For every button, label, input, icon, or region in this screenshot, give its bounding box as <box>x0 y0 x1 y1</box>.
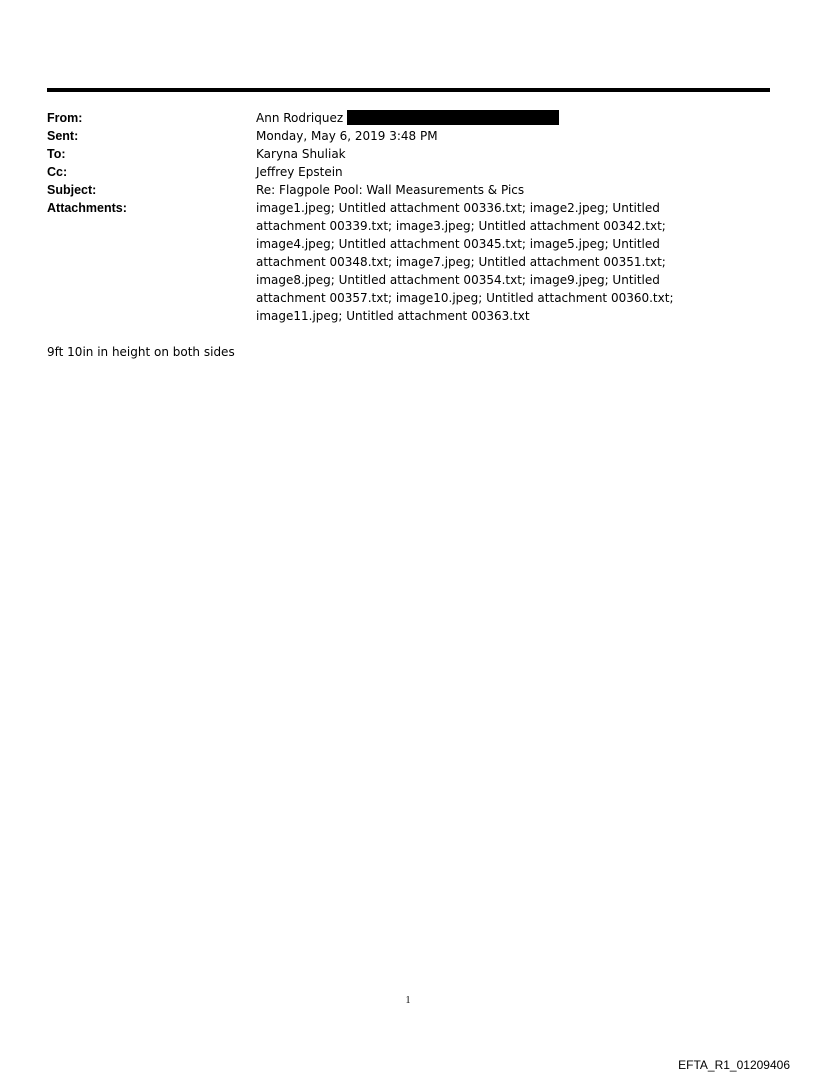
cc-value: Jeffrey Epstein <box>256 165 343 179</box>
sent-row <box>47 127 770 145</box>
email-header <box>47 109 770 325</box>
sent-label: Sent: <box>47 129 79 143</box>
cc-row <box>47 163 770 181</box>
document-id: EFTA_R1_01209406 <box>678 1058 790 1072</box>
redaction-bar <box>347 110 559 125</box>
sent-value: Monday, May 6, 2019 3:48 PM <box>256 129 438 143</box>
cc-label: Cc: <box>47 165 68 179</box>
subject-value: Re: Flagpole Pool: Wall Measurements & Pics <box>256 183 525 197</box>
to-label: To: <box>47 147 66 161</box>
attachments-label: Attachments: <box>47 201 127 215</box>
message-body: 9ft 10in in height on both sides <box>47 345 235 359</box>
subject-row <box>47 181 770 199</box>
attachments-value: image1.jpeg; Untitled attachment 00336.txt; image2.jpeg; Untitled attachment 00339.txt; image3.jpeg; Untitled attachment 00342.txt; image4.jpeg; Untitled attachment 00345.txt; image5.jpeg; Untitled attachment 00348.txt; image7.jpeg; Untitled attachment 00351.txt; image8.jpeg; Untitled attachment 00354.txt; image9.jpeg; Untitled attachment 00357.txt; image10.jpeg; Untitled attachment 00360.txt; image11.jpeg; Untitled attachment 00363.txt <box>256 201 674 323</box>
from-row <box>47 109 770 127</box>
from-label: From: <box>47 111 83 125</box>
subject-label: Subject: <box>47 183 97 197</box>
header-divider <box>47 88 770 92</box>
attachments-row <box>47 199 770 325</box>
from-value: Ann Rodriquez <box>256 111 344 125</box>
page-number: 1 <box>405 995 411 1006</box>
to-value: Karyna Shuliak <box>256 147 346 161</box>
to-row <box>47 145 770 163</box>
from-value-container <box>256 109 770 127</box>
